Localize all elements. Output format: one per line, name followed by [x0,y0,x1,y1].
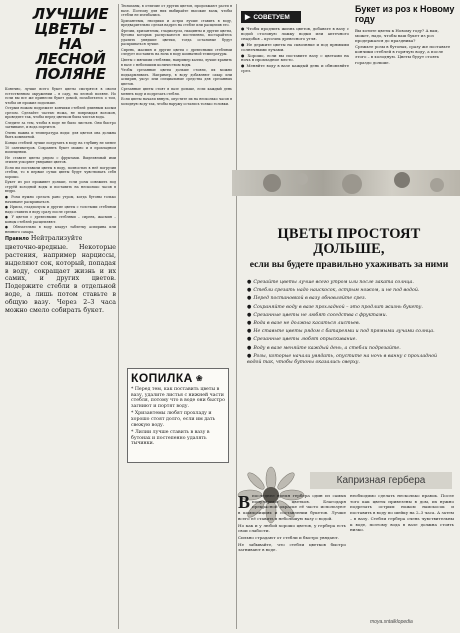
tip-text: Срезанные цветы не любят соседства с фруктами. [253,312,388,318]
advice-item: ● Не держите цветы на сквозняке и под прямыми солнечными лучами. [241,41,349,52]
title-line: ЛУЧШИЕ [32,5,109,23]
kopilka-box [127,368,229,463]
tip-text: Сохраняйте воду в вазе прохладной – это продлит жизнь букету. [253,304,423,310]
tip-item [247,279,452,286]
flowers-image [232,170,460,196]
paragraph: Очень важна и температура воды: для цветов она должна быть комнатной. [5,130,116,140]
paragraph: Букет из роз проживет дольше, если розы освежить под струёй холодной воды и поставить на несколько часов в ведро. [5,180,116,194]
paragraph: Но как и у любой хорошо цветов, у гербера есть свои слабости. [238,522,346,534]
title-line: ПОЛЯНЕ [35,65,106,83]
bullet-icon: ● [247,295,252,302]
watermark: moya.sntalklopedia [370,619,413,625]
flowers-photo [232,170,460,196]
headline-sub: если вы будете правильно ухаживать за ними [249,259,449,270]
title-line: НА ЛЕСНОЙ [35,35,106,68]
tip-item [247,304,452,311]
bullet-icon: ● [247,336,252,343]
bullet-item: ● Розы нужно срезать рано утром, когда бутоны только начинают раскрываться. [5,195,116,204]
tip-item [247,320,452,327]
headline-main: ЦВЕТЫ ПРОСТОЯТ ДОЛЬШЕ, [277,226,421,257]
tip-text: Не ставьте цветы рядом с батареями и под прямыми лучами солнца. [253,329,435,335]
bouquet-title: Букет из роз к Новому году [355,4,455,24]
gerbera-banner: Капризная гербера [310,472,452,489]
paragraph: Цветы с мягкими стеблями, например каллы, лучше хранить в вазе с небольшим количеством воды. [121,58,232,67]
article-column-2 [121,4,232,629]
paragraph: Не забывайте, что стебли цветков быстро загнивают в воде. [238,541,346,553]
bullet-icon: ● [247,311,252,318]
bullet-icon: ● [247,279,252,285]
tip-text: Перед постановкой в вазу обновляйте срез. [253,296,367,302]
tip-text: Розы, которые начали увядать, опустите на ночь в ванну с прохладной водой так, чтобы бутоны оказались сверху. [247,353,438,366]
bullet-icon: ● [247,320,252,327]
bullet-item: ● Ирисы, гладиолусы и другие цветы с толстыми стеблями надо ставить в воду сразу после срезки. [5,205,116,214]
paragraph: Тюльпаны, в отличие от других цветов, продолжают расти в вазе. Поэтому для них выбирайте высокие вазы, чтобы стебли не изгибались. [121,4,232,18]
tip-item [247,328,452,335]
paragraph-text: последнее время гербера один из самых популярных цветков. Благодаря прекрасной окраске её часто используют в композициях и составлении букетов. Лучше всего её ставить в небольшую вазу с водой. [238,493,346,521]
paragraph: Срезанные цветы стоят в вазе дольше, если каждый день менять воду и подрезать стебли. [121,87,232,96]
advice-header-text: СОВЕТУЕМ [253,13,290,21]
paragraph: Концы стеблей лучше погрузить в воду на глубину не менее 10 сантиметров. Сохранять букет можно и в прохладном помещении. [5,141,116,155]
paragraph: Следите за тем, чтобы в воде не было листьев. Они быстро загнивают, и вода портится. [5,120,116,130]
article-best-flowers [5,4,116,629]
bullet-icon: ● [247,303,252,310]
tip-text: Срезайте цветы лучше всего утром или после заката солнца. [253,280,414,285]
paragraph [238,493,346,522]
bullet-icon: ● [247,344,252,351]
gerbera-column-2 [350,493,454,623]
tips-list [247,279,452,474]
tip-text: Воду в вазе меняйте каждый день, а стебли подрезайте. [253,345,401,351]
flower-icon: ❀ [195,373,204,383]
paragraph: Чтобы срезанные цветы дольше стояли, их можно подкармливать. Например, в воду добавляют сахар или аспирин, уксус или специальные средства для срезанных цветов. [121,68,232,86]
bullet-item: ● Обязательно в воду кладут таблетку аспирина или немного сахара. [5,225,116,234]
bullet-item: ● У цветов с древесными стеблями – сирень, жасмин – концы стеблей расщепляют. [5,215,116,224]
title-line: ЦВЕТЫ – [34,20,107,38]
main-headline [244,227,454,270]
tip-item [247,345,452,352]
kopilka-item: * Лилии лучше ставить в вазу в бутонах и постепенно удалять тычинки. [131,430,210,447]
paragraph: Сирень, жасмин и другие цветы с древесными стеблями следует поставить на ночь в воду комнатной температуры. [121,47,232,57]
paragraph: Если вы поставили цветы в воду, полностью в неё погрузив стебли, то в первые сутки цветы будут чувствовать себя хорошо. [5,165,116,179]
tip-text: Стебли срезать надо наискосок, острым ножом, и не под водой. [253,288,420,294]
advice-item: ● Хорошо, если вы поставите вазу с цветами на ночь в прохладное место. [241,52,349,63]
tip-item [247,312,452,319]
paragraph: Не ставьте цветы рядом с фруктами. Выделяемый ими этилен ускоряет увядание цветов. [5,155,116,165]
rule-text: Нейтрализуйте цветочно-вредные. Некоторые растения, например нарциссы, выделяют сок, который, попадая в воду, сокращает жизнь и их самих, и других цветов. Подержите стебли в отдельной воде, а лишь потом ставьте в общую вазу. Через 2–3 часа можно смело собирать букет. [5,235,116,314]
bullet-icon: ● [247,328,252,335]
paragraph: Конечно, лучше всего букет цветы смотрятся в своем естественном окружении – в саду, на лесной поляне. Но если вы все же принесли букет домой, позаботьтесь о том, чтобы он прожил подольше. [5,87,116,105]
tip-item [247,287,452,294]
advice-item: ● Чтобы продлить жизнь цветов, добавьте в вазу с водой столовую ложку водки или аптечного снадобья – кусочек древесного угля. [241,26,349,41]
rule-paragraph [5,235,116,314]
tip-item [247,295,452,302]
advice-item: ● Меняйте воду в вазе каждый день и обновляйте срез. [241,63,349,74]
kopilka-title [131,371,225,385]
advice-header [241,11,301,23]
paragraph: Фрезии, хризантемы, гладиолусы, гиацинты и другие цветы, бутоны которых распускаются постепенно, постарайтесь удалить увядшие цветки, тогда остальные будут раскрываться лучше. [121,28,232,47]
arrow-icon: ▶ [245,14,251,21]
paragraph: Вы хотите цветы к Новому году? А вам, может, надо, чтобы ваш букет из роз продержался до праздника? [355,28,439,44]
bullet-icon: ● [247,352,252,359]
kopilka-item: * Хризантемы любят прохладу и хорошо стоят долго, если им дать свежую воду. [131,411,216,428]
drop-cap: В [238,493,251,512]
paragraph: Если цветы начали вянуть, опустите их на несколько часов в холодную воду так, чтобы наружу остались только головки. [121,97,232,106]
paragraph: Срежьте розы в бутонах, сразу же поставьте кончики стеблей в горячую воду, а после этого – в холодную. Цветы будут стоять гораздо дольше. [355,44,451,65]
tip-item [247,353,452,366]
article-title [29,7,112,82]
bullet-icon: ● [247,287,252,294]
gerbera-column-1 [238,493,346,623]
rule-heading: Правило [5,237,29,243]
paragraph: необходимо сделать несколько правок. После того как цветы привезены в дом, их нужно подрезать острым ножом наискосок и поставить в воду по шейку на 2–3 часа. А затем – в вазу. Стебли гербера очень чувствительны к воде, поэтому вода в вазе должна стоять низко. [350,493,454,533]
column-divider [118,4,119,629]
column-divider [236,4,237,629]
paragraph: Сильно страдают от стебли и быстро увядают. [238,534,340,540]
tip-text: Вода в вазе не должна касаться листьев. [253,321,361,327]
paragraph: Хризантемы, гвоздики и астры лучше ставить в воду, предварительно сделав надрез на стебле или расщепив его. [121,18,232,28]
paragraph: Острым ножом подрежьте кончики стеблей длинным косым срезом. Сделайте частью ножа, не повреждая волокон, проведите так, чтобы перед цветком была чистая вода. [5,106,116,120]
tip-item [247,336,452,343]
kopilka-title-text: КОПИЛКА [131,371,193,385]
kopilka-item: * Перед тем, как поставить цветы в вазу, удалите листья с нижней части стебля, потому что в воде они быстро загниют и портят воду. [131,387,225,409]
tip-text: Срезанные цветы любят опрыскивание. [253,337,357,343]
